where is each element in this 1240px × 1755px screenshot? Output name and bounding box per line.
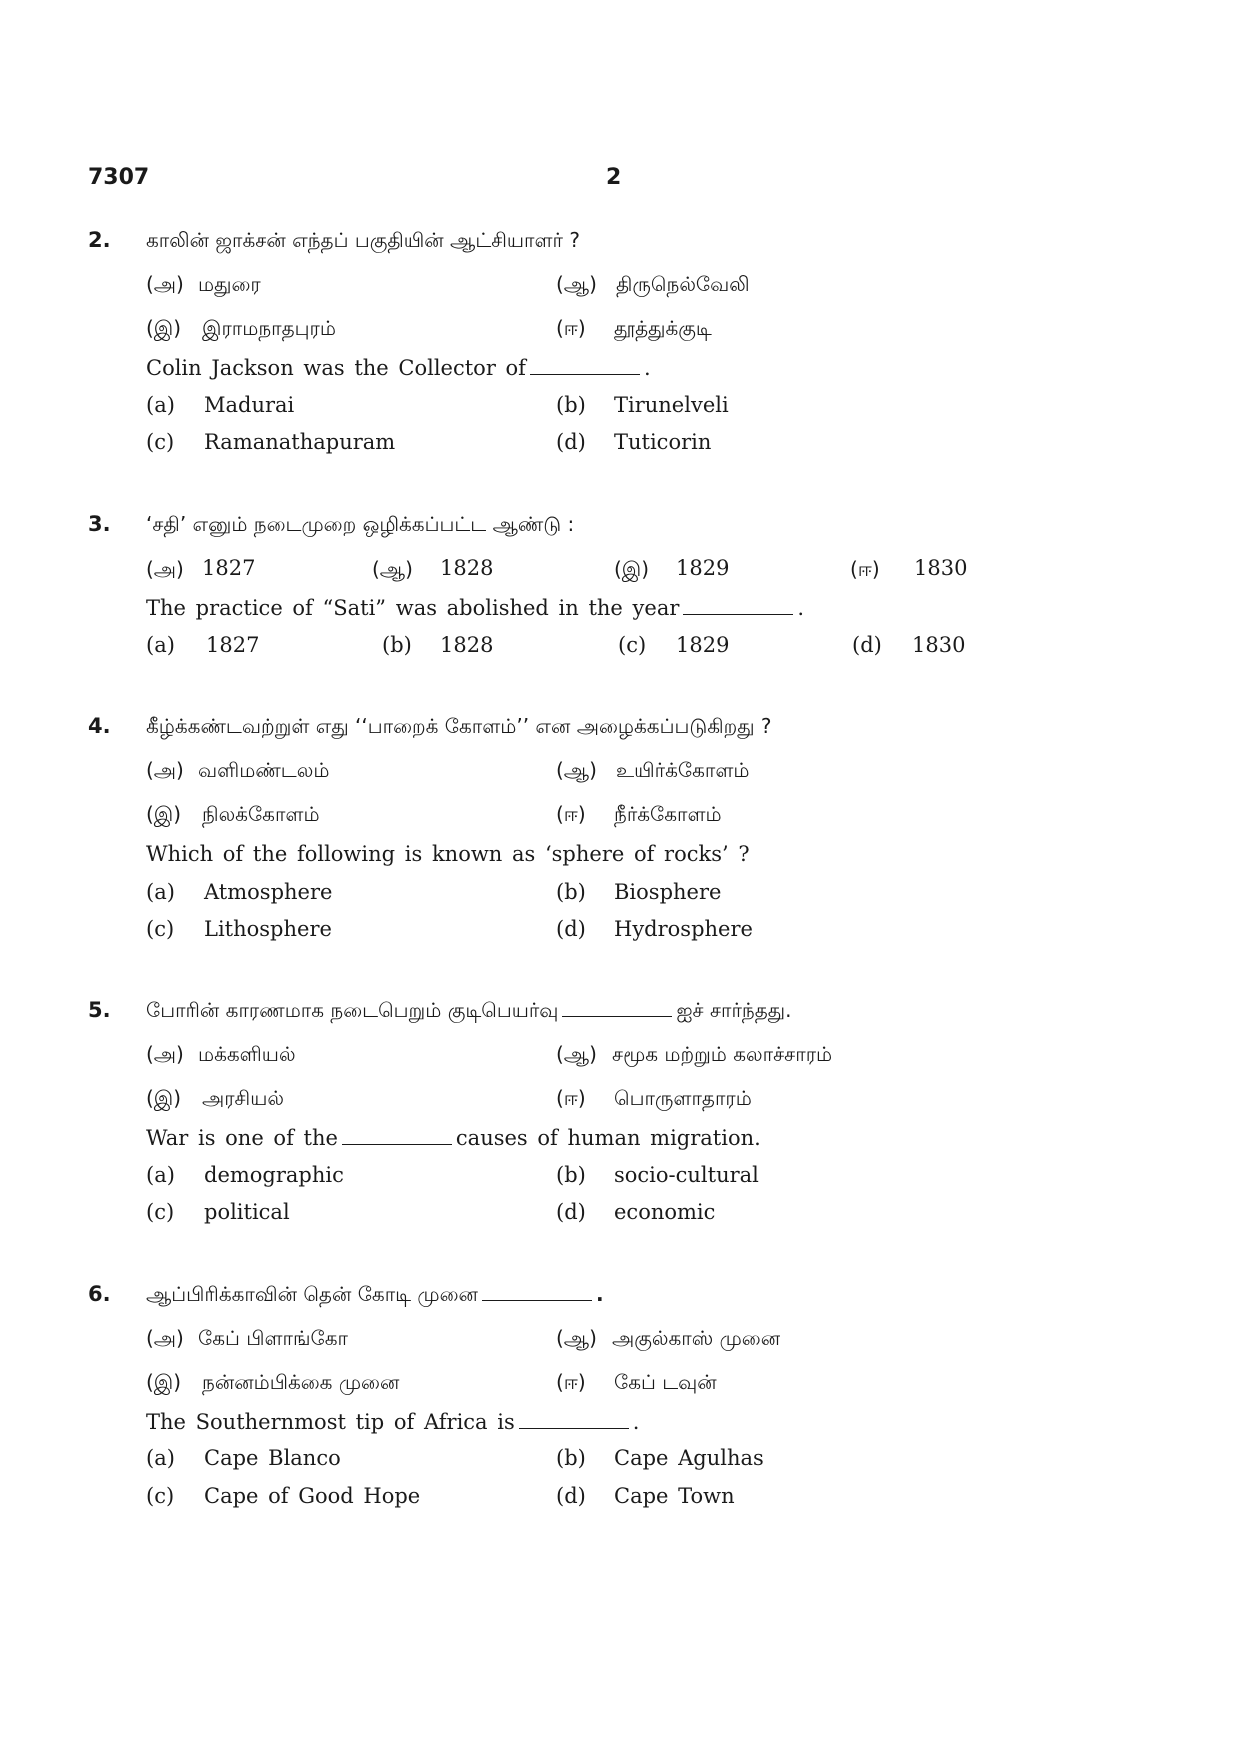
english-question: The practice of “Sati” was abolished in the year . — [146, 596, 805, 620]
tamil-question: கீழ்க்கண்டவற்றுள் எது ‘‘பாறைக் கோளம்’’ என அழைக்கப்படுகிறது ? — [146, 714, 772, 738]
english-question: War is one of the causes of human migration. — [146, 1126, 761, 1150]
tamil-question: ‘சதி’ எனும் நடைமுறை ஒழிக்கப்பட்ட ஆண்டு : — [146, 512, 575, 536]
answer-blank — [482, 1299, 592, 1301]
exam-page: 7307 2 2. காலின் ஜாக்சன் எந்தப் பகுதியின் ஆட்சியாளர் ? (அ) மதுரை (ஆ) திருநெல்வேலி (இ) இராமநாதபுரம் (ஈ) தூத்துக்குடி Colin Jackson was the Collector of . (a) Madurai (b) Tirunelveli (c) Ramanathapuram (d) Tuticorin 3. ‘சதி’ எனும் நடைமுறை ஒழிக்கப்பட்ட ஆண்டு : (அ) 1827 (ஆ) 1828 (இ) 1829 (ஈ) 1830 The practice of “Sati” was abolished in the year . (a) 1827 (b) 1828 (c) 1829 (d) 1830 4. கீழ்க்கண்டவற்றுள் எது ‘‘பாறைக் கோளம்’’ என அழைக்கப்படுகிறது ? (அ) வளிமண்டலம் (ஆ) உயிர்க்கோளம் (இ) நிலக்கோளம் (ஈ) நீர்க்கோளம் Which of the following is known as ‘sphere of rocks’ ? (a) Atmosphere (b) Biosphere (c) Lithosphere (d) Hydrosphere 5. போரின் காரணமாக நடைபெறும் குடிபெயர்வு ஐச் சார்ந்தது. (அ) மக்களியல் (ஆ) சமூக மற்றும் கலாச்சாரம் (இ) அரசியல் (ஈ) பொருளாதாரம் War is one of the causes of human migration. (a) demographic (b) socio-cultural (c) political (d) economic 6. ஆப்பிரிக்காவின் தென் கோடி முனை . (அ) கேப் பிளாங்கோ (ஆ) அகுல்காஸ் முனை (இ) நன்னம்பிக்கை முனை (ஈ) கேப் டவுன் The Southernmost tip of Africa is . (a) Cape Blanco (b) Cape Agulhas (c) Cape of Good Hope (d) Cape Town — [88, 165, 968, 1508]
question-number: 4. — [88, 714, 111, 738]
question-number: 5. — [88, 998, 111, 1022]
question-number: 6. — [88, 1282, 111, 1306]
tamil-question: காலின் ஜாக்சன் எந்தப் பகுதியின் ஆட்சியாளர் ? — [146, 228, 580, 252]
answer-blank — [562, 1015, 672, 1017]
english-question: Colin Jackson was the Collector of . — [146, 356, 651, 380]
answer-blank — [683, 613, 793, 615]
tamil-question: ஆப்பிரிக்காவின் தென் கோடி முனை . — [146, 1282, 604, 1306]
english-question: The Southernmost tip of Africa is . — [146, 1410, 640, 1434]
english-question: Which of the following is known as ‘sphere of rocks’ ? — [146, 842, 750, 866]
question-number: 2. — [88, 228, 111, 252]
answer-blank — [342, 1143, 452, 1145]
answer-blank — [530, 373, 640, 375]
tamil-question: போரின் காரணமாக நடைபெறும் குடிபெயர்வு ஐச் சார்ந்தது. — [146, 998, 792, 1022]
page-number: 2 — [606, 165, 622, 190]
question-number: 3. — [88, 512, 111, 536]
answer-blank — [519, 1427, 629, 1429]
paper-code: 7307 — [88, 165, 150, 190]
